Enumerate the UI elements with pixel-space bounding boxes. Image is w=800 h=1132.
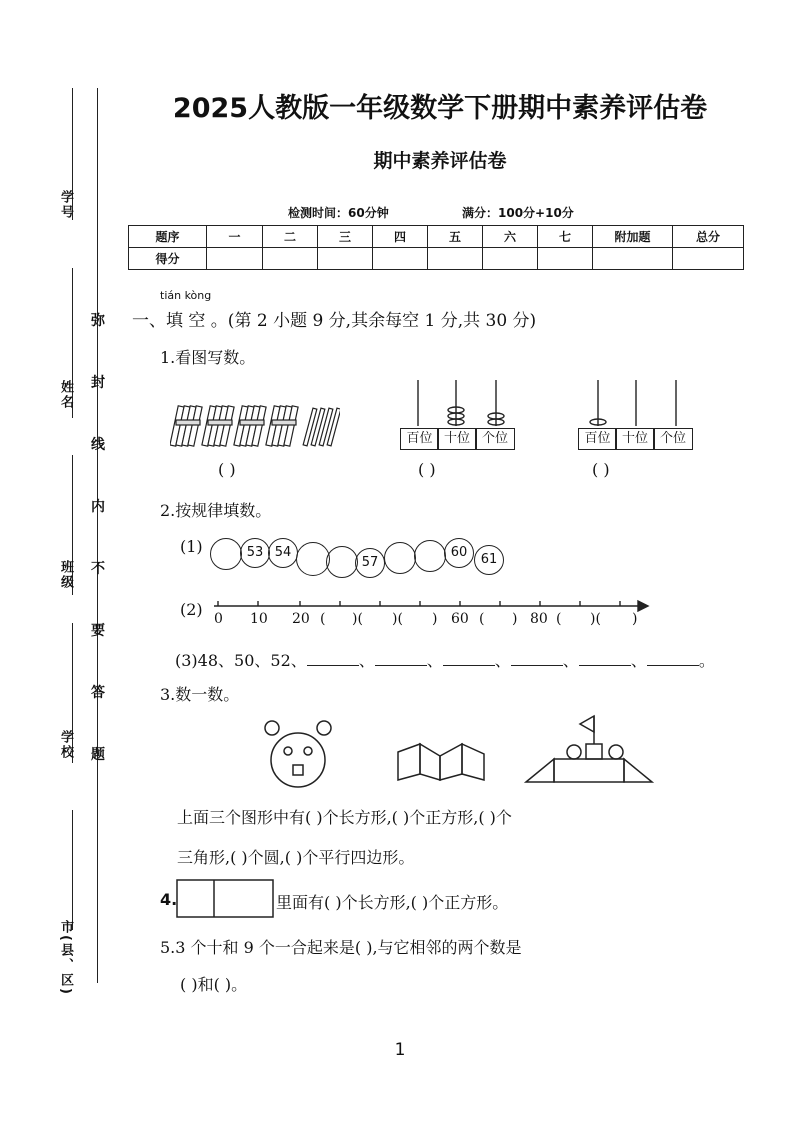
abacus-b-hundreds-label: 百位	[578, 428, 617, 450]
numberline-label[interactable]: (	[320, 611, 326, 627]
score-cell[interactable]	[428, 248, 483, 270]
abacus-a-hundreds-label: 百位	[400, 428, 439, 450]
score-table	[128, 225, 744, 270]
abacus-b-figure	[578, 378, 698, 430]
numberline-label: 60	[451, 611, 469, 627]
score-cell[interactable]	[673, 248, 744, 270]
score-header: 二	[263, 226, 318, 248]
parallelogram-zigzag-figure	[396, 742, 486, 782]
numberline-label: )	[512, 611, 518, 627]
q2-part2-label: (2)	[180, 600, 203, 619]
q5-text-line1: 5.3 个十和 9 个一合起来是( ),与它相邻的两个数是	[160, 938, 522, 957]
fill-blank[interactable]	[307, 651, 359, 666]
separator: 、	[494, 651, 511, 670]
q2-title: 2.按规律填数。	[160, 501, 272, 520]
numberline-label: 0	[214, 611, 223, 627]
school-label: 学校	[58, 730, 73, 760]
score-cell[interactable]	[538, 248, 593, 270]
numberline-label: )	[632, 611, 638, 627]
class-label: 班级	[58, 560, 73, 590]
fill-blank[interactable]	[511, 651, 563, 666]
bear-face-figure	[258, 718, 338, 790]
score-header: 一	[207, 226, 263, 248]
section-heading: 一、填 空 。(第 2 小题 9 分,其余每空 1 分,共 30 分)	[132, 311, 537, 331]
separator: 、	[426, 651, 443, 670]
score-row-label: 得分	[129, 248, 207, 270]
numberline-label[interactable]: )(	[590, 611, 601, 627]
sequence-circle: 60	[444, 538, 474, 568]
fill-blank[interactable]	[647, 651, 699, 666]
page-subtitle: 期中素养评估卷	[373, 150, 507, 172]
score-header: 题序	[129, 226, 207, 248]
section-pinyin: tián kòng	[160, 289, 212, 302]
score-header: 五	[428, 226, 483, 248]
q5-text-line2: ( )和( )。	[180, 975, 248, 994]
score-header: 附加题	[593, 226, 673, 248]
stick-bundle	[202, 406, 234, 446]
fill-blank[interactable]	[443, 651, 495, 666]
q4-text: 里面有( )个长方形,( )个正方形。	[276, 893, 509, 912]
score-cell[interactable]	[318, 248, 373, 270]
seal-char: 内	[91, 499, 105, 515]
score-header: 七	[538, 226, 593, 248]
exam-time: 检测时间：60分钟	[288, 206, 389, 220]
score-cell[interactable]	[593, 248, 673, 270]
sequence-circle[interactable]	[326, 546, 358, 578]
numberline-label[interactable]: )(	[352, 611, 363, 627]
city-label: 市(县、区)	[58, 920, 73, 996]
score-table-score-row	[129, 248, 744, 270]
seal-char: 线	[91, 437, 105, 453]
score-header: 六	[483, 226, 538, 248]
abacus-b-tens-label: 十位	[615, 428, 655, 450]
score-cell[interactable]	[263, 248, 318, 270]
number-line	[210, 598, 650, 612]
sequence-circle: 57	[355, 548, 385, 578]
margin-line-right	[97, 88, 98, 983]
stick-bundle	[266, 406, 298, 446]
sequence-circle[interactable]	[384, 542, 416, 574]
q4-rectangle-figure	[176, 879, 274, 919]
seal-char: 要	[91, 623, 105, 639]
q1-answer-blank[interactable]: ( )	[418, 460, 436, 479]
period: 。	[698, 651, 715, 670]
numberline-label: 10	[250, 611, 268, 627]
student-number-label: 学号	[58, 190, 73, 220]
numberline-label[interactable]: (	[556, 611, 562, 627]
stick-bundle	[234, 406, 266, 446]
full-score: 满分：100分+10分	[462, 206, 574, 220]
score-table-header-row	[129, 226, 744, 248]
numberline-label: 80	[530, 611, 548, 627]
q3-text-line1: 上面三个图形中有( )个长方形,( )个正方形,( )个	[177, 808, 512, 827]
q1-answer-blank[interactable]: ( )	[218, 460, 236, 479]
q2-part1-label: (1)	[180, 537, 203, 556]
separator: 、	[562, 651, 579, 670]
q2-part3-prefix: (3)48、50、52、	[175, 651, 307, 670]
q2-part3	[175, 648, 715, 671]
sequence-circle: 54	[268, 538, 298, 568]
fill-blank[interactable]	[579, 651, 631, 666]
margin-line-left	[72, 810, 73, 930]
sequence-circle: 61	[474, 545, 504, 575]
separator: 、	[358, 651, 375, 670]
q1-answer-blank[interactable]: ( )	[592, 460, 610, 479]
q3-text-line2: 三角形,( )个圆,( )个平行四边形。	[177, 848, 415, 867]
ship-figure	[524, 714, 654, 784]
score-header: 三	[318, 226, 373, 248]
bundles-of-sticks-figure	[170, 402, 340, 450]
score-header: 总分	[673, 226, 744, 248]
seal-char: 答	[91, 685, 105, 701]
q1-title: 1.看图写数。	[160, 348, 256, 367]
page-number: 1	[394, 1040, 406, 1060]
abacus-b-ones-label: 个位	[653, 428, 693, 450]
numberline-label: )	[432, 611, 438, 627]
abacus-a-tens-label: 十位	[437, 428, 477, 450]
numberline-label[interactable]: (	[479, 611, 485, 627]
sequence-circle[interactable]	[414, 540, 446, 572]
score-cell[interactable]	[483, 248, 538, 270]
seal-char: 封	[91, 375, 105, 391]
score-cell[interactable]	[207, 248, 263, 270]
score-header: 四	[373, 226, 428, 248]
separator: 、	[630, 651, 647, 670]
sequence-circle[interactable]	[296, 542, 330, 576]
sequence-circle: 53	[240, 538, 270, 568]
page-title: 2025人教版一年级数学下册期中素养评估卷	[172, 93, 708, 124]
q3-title: 3.数一数。	[160, 685, 240, 704]
seal-char: 弥	[91, 313, 105, 329]
score-cell[interactable]	[373, 248, 428, 270]
sequence-circle[interactable]	[210, 538, 242, 570]
abacus-a-figure	[398, 378, 518, 430]
q4-number: 4.	[160, 890, 178, 909]
stick-bundle	[170, 406, 202, 446]
seal-char: 题	[91, 747, 105, 763]
seal-char: 不	[91, 561, 105, 577]
numberline-label: 20	[292, 611, 310, 627]
name-label: 姓名	[58, 380, 73, 410]
fill-blank[interactable]	[375, 651, 427, 666]
abacus-a-ones-label: 个位	[475, 428, 515, 450]
numberline-label[interactable]: )(	[392, 611, 403, 627]
